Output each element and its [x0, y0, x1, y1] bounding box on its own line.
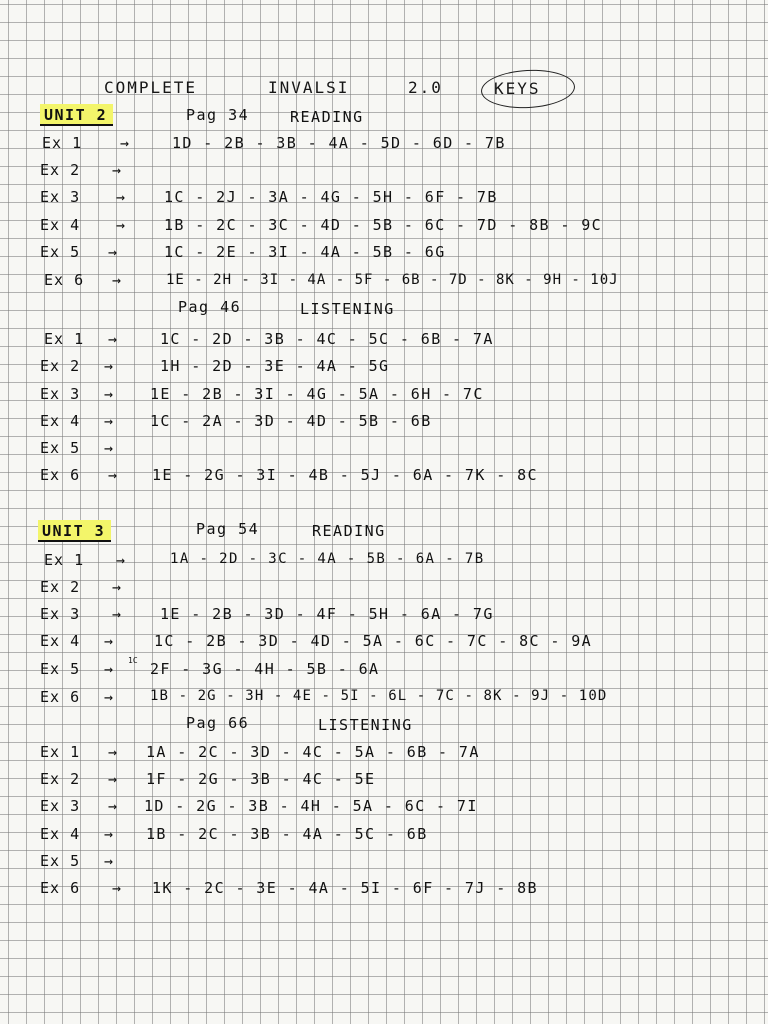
unit-2-label: UNIT 2 [40, 104, 113, 126]
arrow-icon: → [112, 161, 122, 179]
ex-label: Ex 4 [40, 825, 81, 843]
arrow-icon: → [112, 578, 122, 596]
ex-label: Ex 6 [44, 271, 85, 289]
answers: 1D - 2G - 3B - 4H - 5A - 6C - 7I [144, 797, 478, 815]
ex-label: Ex 3 [40, 797, 81, 815]
unit-3-reading-section: READING [312, 522, 386, 540]
arrow-icon: → [104, 632, 114, 650]
ex-label: Ex 4 [40, 632, 81, 650]
answers: 1A - 2D - 3C - 4A - 5B - 6A - 7B [170, 551, 485, 567]
ex-label: Ex 3 [40, 385, 81, 403]
answers: 2F - 3G - 4H - 5B - 6A [150, 660, 380, 678]
unit-2-reading-section: READING [290, 108, 364, 126]
answers: 1C - 2J - 3A - 4G - 5H - 6F - 7B [164, 188, 498, 206]
arrow-icon: → [112, 605, 122, 623]
unit-2-listening-section: LISTENING [300, 300, 395, 318]
ex-label: Ex 2 [40, 578, 81, 596]
arrow-icon: → [104, 688, 114, 706]
answers: 1B - 2C - 3C - 4D - 5B - 6C - 7D - 8B - 9C [164, 216, 603, 234]
answers: 1D - 2B - 3B - 4A - 5D - 6D - 7B [172, 134, 506, 152]
ex-label: Ex 1 [44, 551, 85, 569]
arrow-icon: → [108, 770, 118, 788]
arrow-icon: → [108, 466, 118, 484]
arrow-icon: → [112, 879, 122, 897]
arrow-icon: → [120, 134, 130, 152]
answers: 1C - 2D - 3B - 4C - 5C - 6B - 7A [160, 330, 494, 348]
answers: 1C - 2E - 3I - 4A - 5B - 6G [164, 243, 446, 261]
arrow-icon: → [112, 271, 122, 289]
arrow-icon: → [116, 551, 126, 569]
answers: 1H - 2D - 3E - 4A - 5G [160, 357, 390, 375]
answers: 1E - 2H - 3I - 4A - 5F - 6B - 7D - 8K - 9H - 10J [166, 272, 619, 288]
arrow-icon: → [104, 852, 114, 870]
arrow-icon: → [116, 216, 126, 234]
unit-3-listening-page: Pag 66 [186, 714, 250, 732]
unit-3-listening-section: LISTENING [318, 716, 413, 734]
ex-label: Ex 4 [40, 412, 81, 430]
answers: 1C - 2A - 3D - 4D - 5B - 6B [150, 412, 432, 430]
unit-2-reading-page: Pag 34 [186, 106, 250, 124]
title-word-complete: COMPLETE [104, 78, 198, 97]
ex-label: Ex 1 [40, 743, 81, 761]
answers: 1A - 2C - 3D - 4C - 5A - 6B - 7A [146, 743, 480, 761]
correction-note: 1C [128, 656, 138, 665]
arrow-icon: → [108, 330, 118, 348]
arrow-icon: → [104, 439, 114, 457]
page-title [104, 78, 197, 97]
answers: 1E - 2B - 3I - 4G - 5A - 6H - 7C [150, 385, 484, 403]
arrow-icon: → [104, 825, 114, 843]
arrow-icon: → [104, 357, 114, 375]
arrow-icon: → [104, 412, 114, 430]
answers: 1B - 2G - 3H - 4E - 5I - 6L - 7C - 8K - 9J - 10D [150, 688, 608, 704]
unit-3-label: UNIT 3 [38, 520, 111, 542]
ex-label: Ex 5 [40, 852, 81, 870]
ex-label: Ex 2 [40, 770, 81, 788]
arrow-icon: → [104, 385, 114, 403]
arrow-icon: → [108, 743, 118, 761]
arrow-icon: → [108, 797, 118, 815]
ex-label: Ex 2 [40, 357, 81, 375]
ex-label: Ex 5 [40, 439, 81, 457]
answers: 1B - 2C - 3B - 4A - 5C - 6B [146, 825, 428, 843]
ex-label: Ex 1 [44, 330, 85, 348]
ex-label: Ex 6 [40, 466, 81, 484]
answers: 1F - 2G - 3B - 4C - 5E [146, 770, 376, 788]
ex-label: Ex 6 [40, 688, 81, 706]
ex-label: Ex 1 [42, 134, 83, 152]
ex-label: Ex 3 [40, 188, 81, 206]
ex-label: Ex 5 [40, 660, 81, 678]
arrow-icon: → [108, 243, 118, 261]
unit-2-listening-page: Pag 46 [178, 298, 242, 316]
ex-label: Ex 6 [40, 879, 81, 897]
title-keys: KEYS [494, 79, 541, 98]
answers: 1K - 2C - 3E - 4A - 5I - 6F - 7J - 8B [152, 879, 538, 897]
ex-label: Ex 5 [40, 243, 81, 261]
title-word-invalsi: INVALSI [268, 78, 350, 97]
arrow-icon: → [104, 660, 114, 678]
arrow-icon: → [116, 188, 126, 206]
title-word-version: 2.0 [408, 78, 443, 97]
answers: 1E - 2G - 3I - 4B - 5J - 6A - 7K - 8C [152, 466, 538, 484]
answers: 1E - 2B - 3D - 4F - 5H - 6A - 7G [160, 605, 494, 623]
ex-label: Ex 3 [40, 605, 81, 623]
unit-3-reading-page: Pag 54 [196, 520, 260, 538]
ex-label: Ex 4 [40, 216, 81, 234]
answers: 1C - 2B - 3D - 4D - 5A - 6C - 7C - 8C - 9A [154, 632, 593, 650]
ex-label: Ex 2 [40, 161, 81, 179]
